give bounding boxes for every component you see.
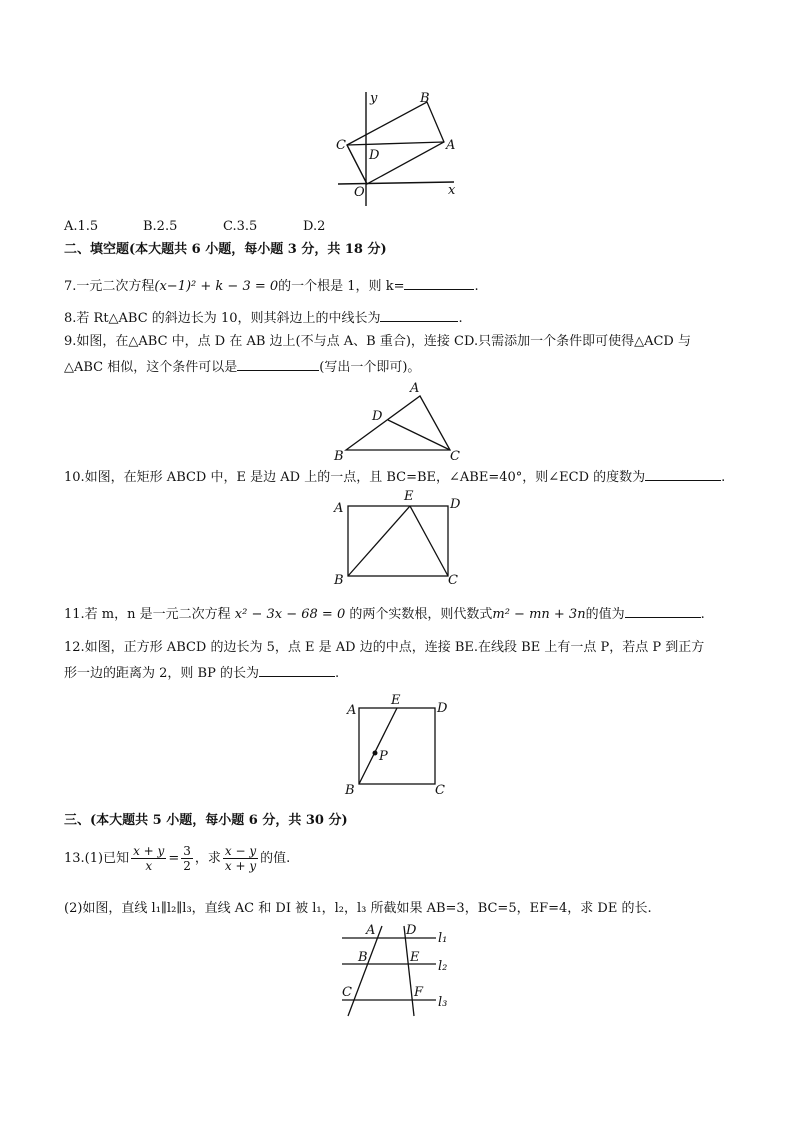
segment-co xyxy=(347,145,367,184)
q11-prefix: 11.若 m，n 是一元二次方程 xyxy=(64,607,231,622)
q13-frac3-denominator: x + y xyxy=(224,859,257,873)
question-12-line2: 形一边的距离为 2，则 BP 的长为 . xyxy=(64,663,339,683)
label-C: C xyxy=(336,138,346,153)
q6-option-b: B.2.5 xyxy=(143,219,178,234)
q13-suffix: 的值. xyxy=(260,851,291,866)
label-l3: l₃ xyxy=(438,995,448,1010)
q11-expression: m² − mn + 3n xyxy=(492,607,586,622)
q8-answer-blank[interactable] xyxy=(380,308,458,322)
q13-frac2-denominator: 2 xyxy=(183,859,191,873)
q9-answer-blank[interactable] xyxy=(237,357,319,371)
label-B: B xyxy=(420,91,430,106)
q11-suffix: 的值为 xyxy=(585,607,625,622)
q6-option-d: D.2 xyxy=(303,219,326,234)
label-O: O xyxy=(354,185,365,200)
figure-q10-rectangle xyxy=(330,488,470,588)
q13-frac1-numerator: x + y xyxy=(133,844,165,858)
segment-ec xyxy=(410,506,448,576)
label-y: y xyxy=(370,91,378,106)
label-B: B xyxy=(345,783,355,798)
q13-equals: = xyxy=(168,851,180,866)
q11-equation: x² − 3x − 68 = 0 xyxy=(234,607,346,622)
q13-fraction-3 xyxy=(223,844,258,873)
section2-heading: 二、填空题(本大题共 6 小题，每小题 3 分，共 18 分) xyxy=(64,242,387,257)
q9-line2-text: △ABC 相似，这个条件可以是 xyxy=(64,360,238,375)
q10-answer-blank[interactable] xyxy=(645,467,721,481)
label-B: B xyxy=(334,573,344,588)
q6-option-c: C.3.5 xyxy=(223,219,258,234)
rectangle-abcd xyxy=(348,506,448,576)
question-7: 7.一元二次方程(x−1)² + k − 3 = 0的一个根是 1，则 k= . xyxy=(64,276,479,296)
label-A: A xyxy=(366,923,376,938)
label-D: D xyxy=(406,923,417,938)
line-ac xyxy=(348,926,382,1016)
label-D: D xyxy=(372,409,383,424)
label-F: F xyxy=(414,985,424,1000)
label-A: A xyxy=(347,703,357,718)
q11-middle: 的两个实数根，则代数式 xyxy=(349,607,493,622)
q13-frac3-numerator: x − y xyxy=(224,844,257,858)
figure-q13-parallel-lines xyxy=(336,920,466,1020)
label-E: E xyxy=(410,950,420,965)
figure-q9-triangle xyxy=(330,380,470,462)
question-13-part1 xyxy=(64,842,290,876)
label-E: E xyxy=(391,693,401,708)
q11-answer-blank[interactable] xyxy=(625,604,701,618)
label-C: C xyxy=(448,573,458,588)
segment-be xyxy=(348,506,410,576)
x-axis xyxy=(338,182,454,184)
q13-fraction-2 xyxy=(181,844,193,873)
q10-text: 10.如图，在矩形 ABCD 中，E 是边 AD 上的一点，且 BC=BE，∠ABE=40°，则∠ECD 的度数为 xyxy=(64,470,646,485)
q13-frac1-denominator: x xyxy=(145,859,153,873)
line-di xyxy=(404,926,414,1016)
question-12-line1: 12.如图，正方形 ABCD 的边长为 5，点 E 是 AD 边的中点，连接 BE.在线段 BE 上有一点 P，若点 P 到正方 xyxy=(64,640,705,655)
q12-answer-blank[interactable] xyxy=(259,663,335,677)
q8-text: 8.若 Rt△ABC 的斜边长为 10，则其斜边上的中线长为 xyxy=(64,311,381,326)
segment-be xyxy=(359,708,397,784)
question-13-part2: (2)如图，直线 l₁∥l₂∥l₃，直线 AC 和 DI 被 l₁，l₂，l₃ 所截如果 AB=3，BC=5，EF=4，求 DE 的长. xyxy=(64,901,652,916)
question-10: 10.如图，在矩形 ABCD 中，E 是边 AD 上的一点，且 BC=BE，∠ABE=40°，则∠ECD 的度数为 . xyxy=(64,467,725,487)
question-9-line2 xyxy=(64,357,420,377)
q6-option-a: A.1.5 xyxy=(64,219,99,234)
segment-cd xyxy=(388,420,450,450)
label-A: A xyxy=(446,138,456,153)
section3-heading: 三、(本大题共 5 小题，每小题 6 分，共 30 分) xyxy=(64,813,348,828)
q13-prefix: 13.(1)已知 xyxy=(64,851,130,866)
q13-frac2-numerator: 3 xyxy=(183,844,191,858)
segment-ca xyxy=(347,142,444,145)
label-A: A xyxy=(410,381,420,396)
question-9-line1: 9.如图，在△ABC 中，点 D 在 AB 边上(不与点 A、B 重合)，连接 CD.只需添加一个条件即可使得△ACD 与 xyxy=(64,334,691,349)
figure-q6-coordinate xyxy=(330,88,460,212)
label-P: P xyxy=(379,749,388,764)
label-B: B xyxy=(334,449,344,462)
q7-prefix: 7.一元二次方程 xyxy=(64,279,155,294)
q9-line2-suffix: (写出一个即可)。 xyxy=(319,360,421,375)
label-l2: l₂ xyxy=(438,959,448,974)
question-8: 8.若 Rt△ABC 的斜边长为 10，则其斜边上的中线长为 . xyxy=(64,308,463,328)
label-x: x xyxy=(448,183,456,198)
label-l1: l₁ xyxy=(438,931,448,946)
question-11: 11.若 m，n 是一元二次方程 x² − 3x − 68 = 0 的两个实数根，则代数式m² − mn + 3n的值为 . xyxy=(64,604,705,624)
label-E: E xyxy=(404,489,414,504)
label-D: D xyxy=(437,701,448,716)
label-D: D xyxy=(450,497,461,512)
point-p xyxy=(373,751,378,756)
label-D: D xyxy=(369,148,380,163)
label-B: B xyxy=(358,950,368,965)
label-A: A xyxy=(334,501,344,516)
label-C: C xyxy=(450,449,460,462)
label-C: C xyxy=(342,985,352,1000)
label-C: C xyxy=(435,783,445,798)
q7-suffix: 的一个根是 1，则 k= xyxy=(278,279,405,294)
q12-line2-text: 形一边的距离为 2，则 BP 的长为 xyxy=(64,666,259,681)
q7-answer-blank[interactable] xyxy=(404,276,474,290)
q13-middle: ，求 xyxy=(194,851,221,866)
figure-q12-square xyxy=(335,690,465,800)
square-abcd xyxy=(359,708,435,784)
q13-fraction-1 xyxy=(131,844,166,873)
q7-equation: (x−1)² + k − 3 = 0 xyxy=(154,279,279,294)
